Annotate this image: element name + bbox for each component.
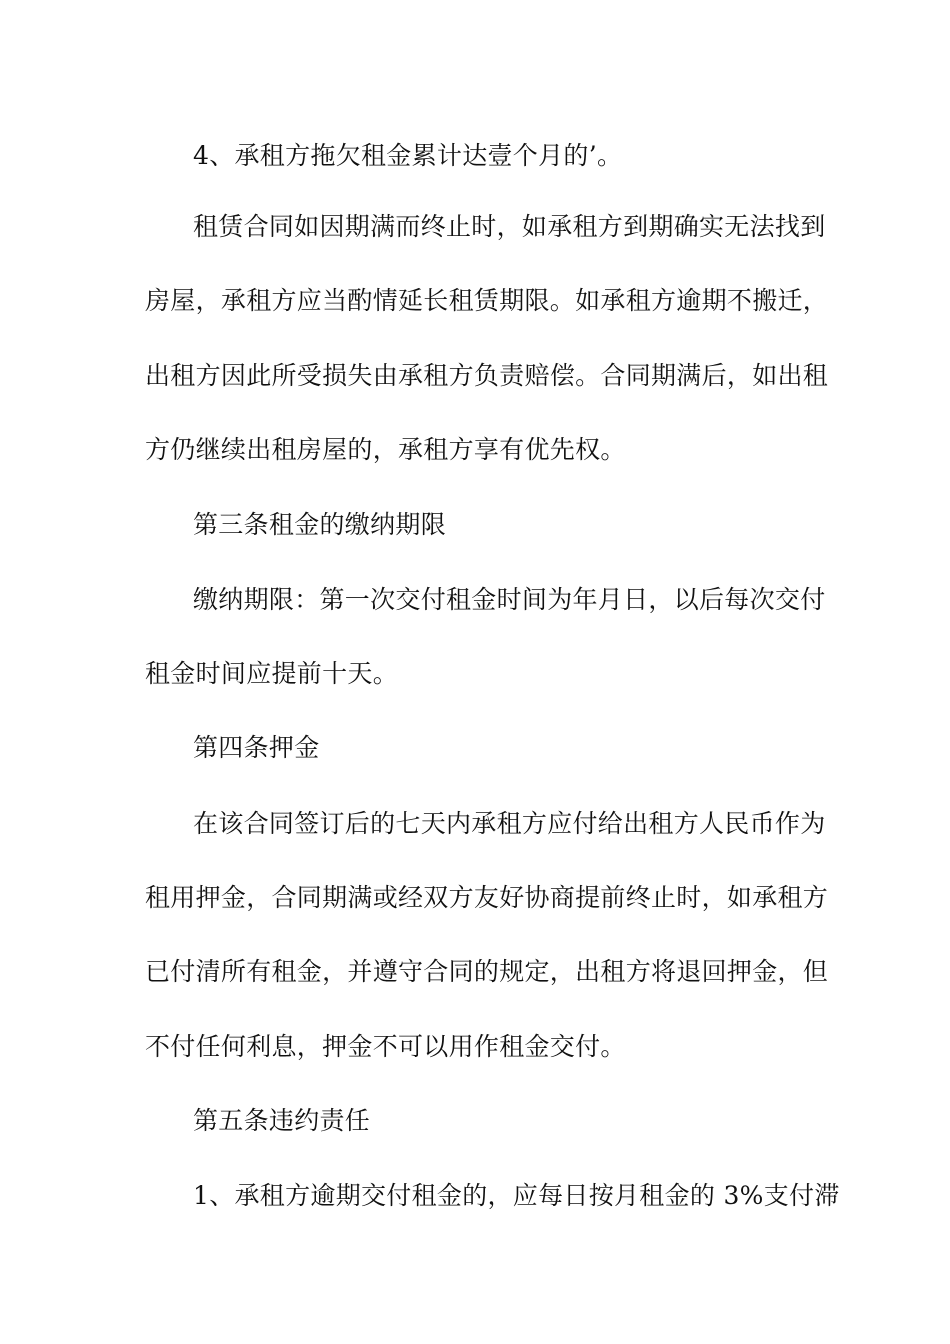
- text-line: 租用押金，合同期满或经双方友好协商提前终止时，如承租方: [145, 883, 829, 912]
- text-line: 租金时间应提前十天。: [145, 659, 399, 688]
- text-line: 4、承租方拖欠租金累计达壹个月的’。: [193, 141, 623, 170]
- section-heading: 第三条租金的缴纳期限: [193, 510, 447, 539]
- text-line: 方仍继续出租房屋的，承租方享有优先权。: [145, 435, 626, 464]
- text-line: 缴纳期限：第一次交付租金时间为年月日，以后每次交付: [193, 585, 826, 614]
- text-line: 1、承租方逾期交付租金的，应每日按月租金的 3%支付滞: [193, 1181, 840, 1210]
- section-heading: 第四条押金: [193, 733, 320, 762]
- text-line: 不付任何利息，押金不可以用作租金交付。: [145, 1032, 626, 1061]
- text-line: 租赁合同如因期满而终止时，如承租方到期确实无法找到: [193, 212, 826, 241]
- text-line: 房屋，承租方应当酌情延长租赁期限。如承租方逾期不搬迁，: [145, 286, 829, 315]
- text-line: 出租方因此所受损失由承租方负责赔偿。合同期满后，如出租: [145, 361, 829, 390]
- text-line: 在该合同签订后的七天内承租方应付给出租方人民币作为: [193, 809, 826, 838]
- section-heading: 第五条违约责任: [193, 1106, 371, 1135]
- text-line: 已付清所有租金，并遵守合同的规定，出租方将退回押金，但: [145, 957, 829, 986]
